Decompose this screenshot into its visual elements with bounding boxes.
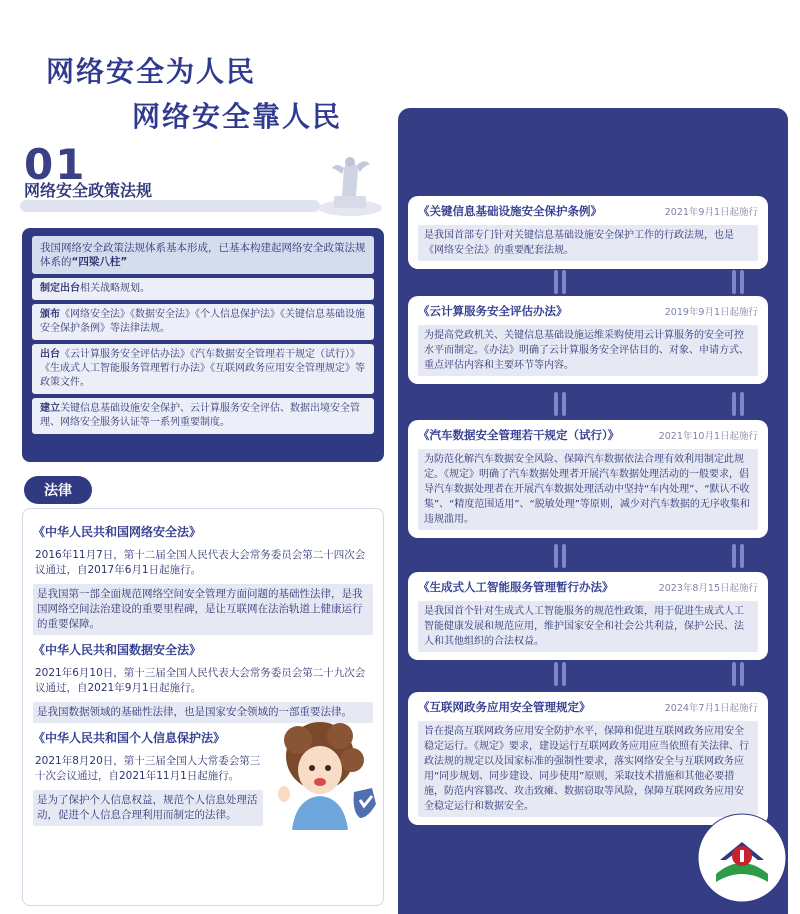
school-union-seal-logo xyxy=(696,812,788,904)
law-date-data-security: 2021年6月10日，第十三届全国人民代表大会常务委员会第二十九次会议通过，自2021年9月1日起施行。 xyxy=(35,667,366,694)
law-desc-cybersecurity: 是我国第一部全面规范网络空间安全管理方面问题的基础性法律，是我国网络空间法治建设的重要里程碑，是让互联网在法治轨道上健康运行的重要保障。 xyxy=(33,584,373,635)
law-title-personal-info: 《中华人民共和国个人信息保护法》 xyxy=(33,731,226,745)
policy-item-strategy xyxy=(32,278,374,300)
law-desc-personal-info: 是为了保护个人信息权益，规范个人信息处理活动，促进个人信息合理利用而制定的法律。 xyxy=(33,790,263,826)
regulation-card-auto-data xyxy=(408,420,768,538)
policy-card xyxy=(22,228,384,462)
regulation-date: 2023年8月15日起施行 xyxy=(658,583,758,594)
headline-line-1: 网络安全为人民 xyxy=(46,55,257,88)
law-date-cybersecurity: 2016年11月7日，第十二届全国人民代表大会常务委员会第二十四次会议通过，自2017年6月1日起施行。 xyxy=(35,549,366,576)
regulation-date: 2021年10月1日起施行 xyxy=(658,431,758,442)
chain-link xyxy=(552,544,568,568)
regulation-card-cloud xyxy=(408,296,768,384)
regulation-title: 《汽车数据安全管理若干规定（试行）》 xyxy=(418,428,620,442)
policy-item-text: 《云计算服务安全评估办法》《汽车数据安全管理若干规定（试行）》《生成式人工智能服务管理暂行办法》《互联网政务应用安全管理规定》等政策文件。 xyxy=(40,349,365,388)
policy-item-lead: 制定出台 xyxy=(40,283,80,294)
policy-intro-highlight: “四梁八柱” xyxy=(71,256,128,268)
policy-item-systems xyxy=(32,398,374,434)
law-desc-data-security: 是我国数据领域的基础性法律，也是国家安全领域的一部重要法律。 xyxy=(33,702,373,723)
regulation-date: 2019年9月1日起施行 xyxy=(664,307,758,318)
policy-item-text: 《网络安全法》《数据安全法》《个人信息保护法》《关键信息基础设施安全保护条例》等法律法规。 xyxy=(40,309,365,334)
laws-card xyxy=(22,508,384,906)
section-number: 01 xyxy=(24,140,87,189)
laws-label: 法律 xyxy=(24,476,92,504)
regulation-card-cii xyxy=(408,196,768,269)
law-date-personal-info: 2021年8月20日，第十三届全国人大常委会第三十次会议通过，自2021年11月1日起施行。 xyxy=(35,755,261,782)
policy-item-text: 相关战略规划。 xyxy=(80,283,150,294)
headline-line-2: 网络安全靠人民 xyxy=(132,100,343,133)
regulation-card-genai xyxy=(408,572,768,660)
regulation-desc: 旨在提高互联网政务应用安全防护水平，保障和促进互联网政务应用安全稳定运行。《规定》要求，建设运行互联网政务应用应当依照有关法律、行政法规的规定以及国家标准的强制性要求，落实网络安全与互联网政务应用“同步规划、同步建设、同步使用”原则，采取技术措施和其他必要措施，防范内容篡改、攻击致瘫、数据窃取等风险，保障互联网政务应用安全稳定运行和数据安全。 xyxy=(418,721,758,817)
regulation-title: 《互联网政务应用安全管理规定》 xyxy=(418,700,591,714)
chain-link xyxy=(730,270,746,294)
policy-item-lead: 建立 xyxy=(40,403,60,414)
policy-item-lead: 出台 xyxy=(40,349,60,360)
policy-intro-text: 我国网络安全政策法规体系基本形成，已基本构建起网络安全政策法规体系的 xyxy=(40,242,366,268)
regulation-title: 《生成式人工智能服务管理暂行办法》 xyxy=(418,580,614,594)
chain-link xyxy=(730,544,746,568)
five-rams-statue-icon xyxy=(314,148,386,218)
chain-link xyxy=(552,270,568,294)
chain-link xyxy=(552,392,568,416)
chain-link xyxy=(730,662,746,686)
section-title: 网络安全政策法规 xyxy=(24,181,153,200)
title-underline xyxy=(20,200,320,212)
regulation-desc: 是我国首个针对生成式人工智能服务的规范性政策，用于促进生成式人工智能健康发展和规范应用，维护国家安全和社会公共利益，保护公民、法人和其他组织的合法权益。 xyxy=(418,601,758,652)
chain-link xyxy=(552,662,568,686)
law-title-data-security: 《中华人民共和国数据安全法》 xyxy=(33,643,202,657)
policy-item-lead: 颁布 xyxy=(40,309,60,320)
policy-item-documents xyxy=(32,344,374,394)
policy-item-text: 关键信息基础设施安全保护、云计算服务安全评估、数据出境安全管理、网络安全服务认证等一系列重要制度。 xyxy=(40,403,360,428)
policy-item-laws xyxy=(32,304,374,340)
chain-link xyxy=(730,392,746,416)
regulation-date: 2024年7月1日起施行 xyxy=(664,703,758,714)
regulation-desc: 为提高党政机关、关键信息基础设施运维采购使用云计算服务的安全可控水平而制定。《办法》明确了云计算服务安全评估目的、对象、申请方式、重点评估内容和主要环节等内容。 xyxy=(418,325,758,376)
regulation-title: 《关键信息基础设施安全保护条例》 xyxy=(418,204,602,218)
law-title-cybersecurity: 《中华人民共和国网络安全法》 xyxy=(33,525,202,539)
policy-intro xyxy=(32,236,374,274)
regulation-card-egov xyxy=(408,692,768,825)
cartoon-girl-with-shield-icon xyxy=(268,718,386,830)
regulation-title: 《云计算服务安全评估办法》 xyxy=(418,304,568,318)
regulation-desc: 为防范化解汽车数据安全风险、保障汽车数据依法合理有效利用制定此规定。《规定》明确了汽车数据处理者开展汽车数据处理活动的一般要求，倡导汽车数据处理者在开展汽车数据处理活动中坚持“车内处理”、“默认不收集”、“精度范围适用”、“脱敏处理”等原则，减少对汽车数据的无序收集和违规滥用。 xyxy=(418,449,758,530)
regulation-desc: 是我国首部专门针对关键信息基础设施安全保护工作的行政法规，也是《网络安全法》的重要配套法规。 xyxy=(418,225,758,261)
regulation-date: 2021年9月1日起施行 xyxy=(664,207,758,218)
